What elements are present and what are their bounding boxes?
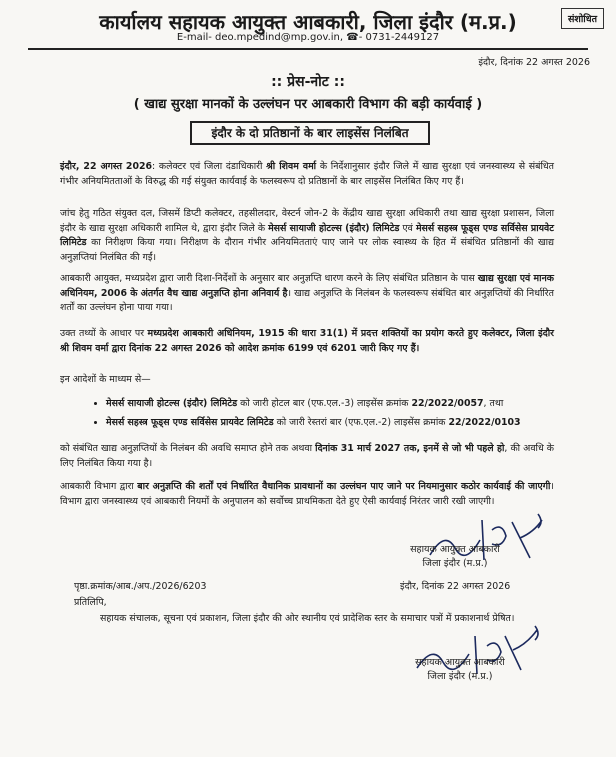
list-item	[106, 415, 586, 430]
press-note-heading: :: प्रेस-नोट ::	[271, 74, 345, 90]
p1-text-b: के निर्देशानुसार इंदौर जिले में खाद्य सुरक्षा एवं जनस्वास्थ्य से संबंधित गंभीर अनियमितताओं के विरुद्ध की गई संयुक्त कार्यवाई के फलस्वरूप दो प्रतिष्ठानों के बार लाइसेंस निलंबित किए गए हैं।	[60, 161, 554, 187]
revised-stamp: संशोधित	[561, 8, 604, 29]
order-list	[92, 396, 586, 430]
paragraph-5: इन आदेशों के माध्यम से—	[60, 374, 151, 385]
endorsement-date: इंदौर, दिनांक 22 अगस्त 2026	[400, 581, 511, 592]
b2-license-number: 22/2022/0103	[448, 417, 521, 428]
p2-firm-1: मेसर्स सायाजी होटल्स (इंदौर) लिमिटेड	[268, 222, 400, 234]
copy-label: प्रतिलिपि,	[74, 597, 107, 608]
p2-text-a: जांच हेतु गठित संयुक्त दल, जिसमें डिप्टी कलेक्टर, तहसीलदार, वेस्टर्न जोन-2 के केंद्रीय खाद्य सुरक्षा अधिकारी तथा खाद्य सुरक्षा प्रशासन, जिला इंदौर के खाद्य सुरक्षा अधिकारी शामिल थे, द्वारा इंदौर जिले के	[60, 208, 554, 234]
p2-text-b: का निरीक्षण किया गया। निरीक्षण के दौरान गंभीर अनियमितताएं पाए जाने पर लोक स्वास्थ्य के हित में संबंधित प्रतिष्ठानों की खाद्य अनुज्ञप्तियां निलंबित की गईं।	[60, 237, 554, 263]
p3-bold: खाद्य सुरक्षा एवं मानक अधिनियम, 2006 के अंतर्गत वैध खाद्य अनुज्ञप्ति होना अनिवार्य है	[60, 273, 554, 299]
paragraph-4	[60, 327, 554, 356]
signatory-office-1: जिला इंदौर (म.प्र.)	[422, 558, 488, 569]
boxed-heading: इंदौर के दो प्रतिष्ठानों के बार लाइसेंस निलंबित	[190, 121, 430, 145]
office-title: कार्यालय सहायक आयुक्त आबकारी, जिला इंदौर (म.प्र.)	[99, 10, 517, 34]
p6-text-b: , की अवधि के लिए निलंबित किया गया है।	[60, 443, 555, 469]
p3-text-b: । खाद्य अनुज्ञप्ति के निलंबन के फलस्वरूप संबंधित बार अनुज्ञप्तियों की निर्धारित शर्तों का उल्लंघन होना पाया गया।	[60, 287, 554, 313]
p6-bold: दिनांक 31 मार्च 2027 तक, इनमें से जो भी पहले हो	[315, 443, 505, 454]
signatory-title-2: सहायक आयुक्त आबकारी	[415, 657, 505, 668]
reference-number: पृष्ठा.क्रमांक/आब./अप./2026/6203	[74, 581, 207, 592]
paragraph-2	[60, 207, 554, 265]
b1-firm: मेसर्स सायाजी होटल्स (इंदौर) लिमिटेड	[106, 398, 238, 409]
b1-end: , तथा	[483, 398, 504, 409]
signature-block-1	[395, 543, 515, 571]
paragraph-1	[60, 160, 554, 189]
b2-text: को जारी रेस्तरां बार (एफ.एल.-2) लाइसेंस क्रमांक	[273, 417, 449, 428]
issue-date: इंदौर, दिनांक 22 अगस्त 2026	[478, 57, 590, 68]
paragraph-3	[60, 272, 554, 316]
press-subheading: ( खाद्य सुरक्षा मानकों के उल्लंघन पर आबकारी विभाग की बड़ी कार्यवाई )	[133, 97, 483, 112]
p3-text-a: आबकारी आयुक्त, मध्यप्रदेश द्वारा जारी दिशा-निर्देशों के अनुसार बार अनुज्ञप्ति धारण करने के लिए संबंधित प्रतिष्ठान के पास	[60, 273, 478, 284]
p1-text-a: : कलेक्टर एवं जिला दंडाधिकारी	[152, 161, 267, 172]
p4-text-a: उक्त तथ्यों के आधार पर	[60, 328, 148, 339]
signature-block-2	[400, 656, 520, 684]
collector-name: श्री शिवम वर्मा	[266, 161, 317, 172]
paragraph-6	[60, 442, 554, 471]
signatory-title-1: सहायक आयुक्त आबकारी	[410, 544, 500, 555]
p7-bold: बार अनुज्ञप्ति की शर्तों एवं निर्धारित वैधानिक प्रावधानों का उल्लंघन पाए जाने पर नियमानुसार कठोर कार्यवाई की जाएगी	[137, 481, 551, 492]
list-item	[106, 396, 586, 411]
p7-text-b: । विभाग द्वारा जनस्वास्थ्य एवं आबकारी नियमों के अनुपालन को सर्वोच्च प्राथमिकता देते हुए ऐसी कार्यवाई निरंतर जारी रखी जाएगी।	[60, 481, 554, 507]
header-divider	[28, 48, 588, 50]
p1-date: इंदौर, 22 अगस्त 2026	[60, 161, 153, 172]
p2-firm-2: मेसर्स सहस्त्र फूड्स एण्ड सर्विसेस प्रायवेट लिमिटेड	[60, 222, 554, 248]
contact-line: E-mail- deo.mpedind@mp.gov.in, ☎- 0731-2449127	[176, 32, 440, 43]
b1-license-number: 22/2022/0057	[411, 398, 484, 409]
p4-bold: मध्यप्रदेश आबकारी अधिनियम, 1915 की धारा 31(1) में प्रदत्त शक्तियों का प्रयोग करते हुए कलेक्टर, जिला इंदौर श्री शिवम वर्मा द्वारा दिनांक 22 अगस्त 2026 को आदेश क्रमांक 6199 एवं 6201 जारी किए गए हैं।	[60, 328, 555, 354]
p2-text-mid: एवं	[399, 222, 416, 234]
signatory-office-2: जिला इंदौर (म.प्र.)	[427, 671, 493, 682]
p6-text-a: को संबंधित खाद्य अनुज्ञप्तियों के निलंबन की अवधि समाप्त होने तक अथवा	[60, 443, 316, 454]
b1-text: को जारी होटल बार (एफ.एल.-3) लाइसेंस क्रमांक	[237, 398, 412, 409]
copy-text: सहायक संचालक, सूचना एवं प्रकाशन, जिला इंदौर की ओर स्थानीय एवं प्रादेशिक स्तर के समाचार पत्रों में प्रकाशनार्थ प्रेषित।	[100, 613, 515, 624]
b2-firm: मेसर्स सहस्त्र फूड्स एण्ड सर्विसेस प्रायवेट लिमिटेड	[106, 417, 274, 428]
p7-text-a: आबकारी विभाग द्वारा	[60, 481, 138, 492]
